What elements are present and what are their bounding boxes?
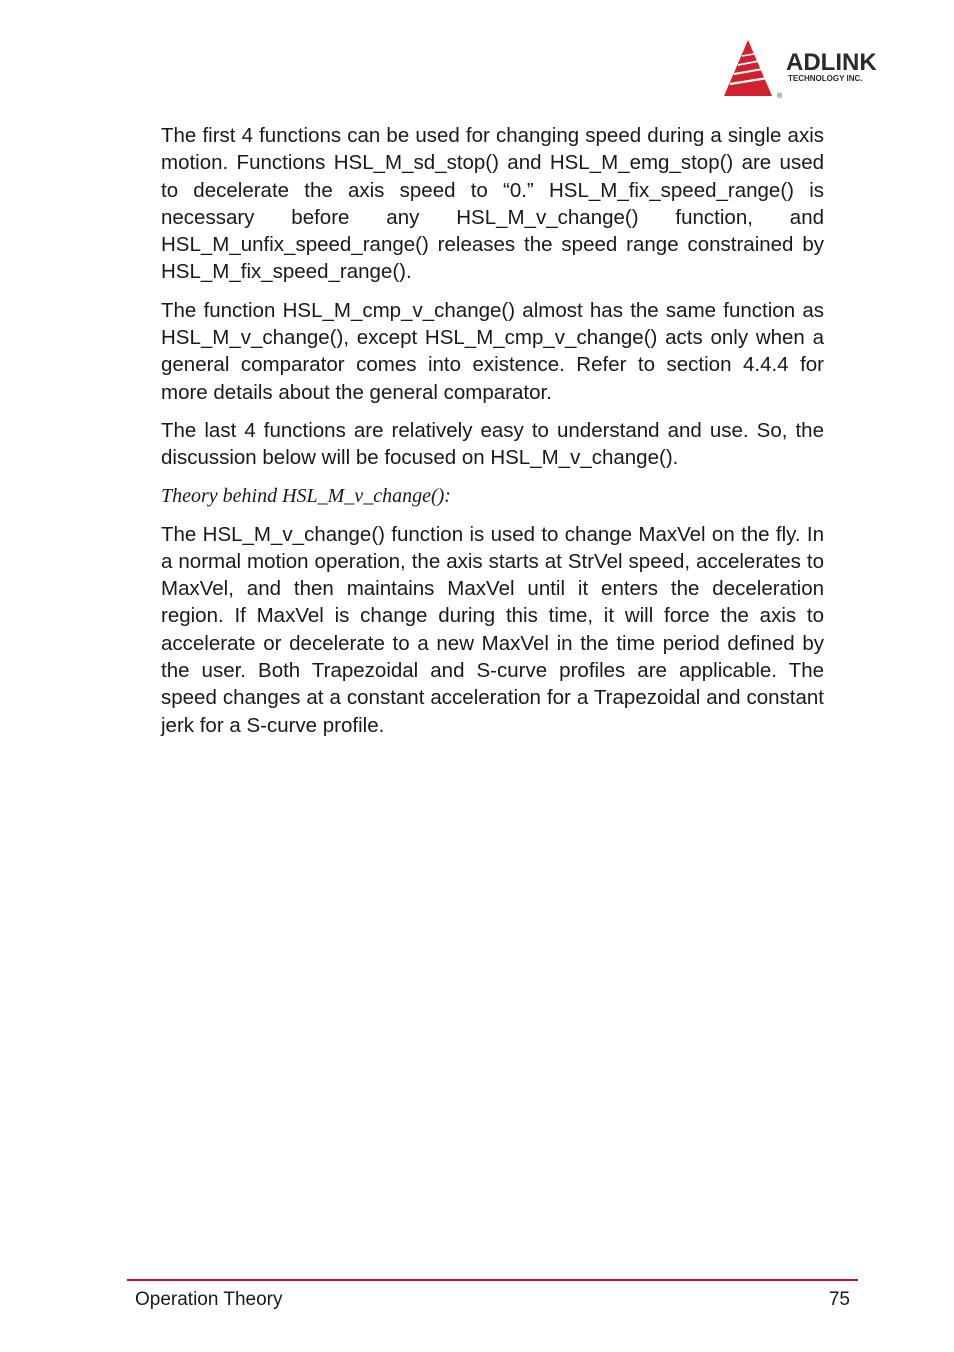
footer-section-title: Operation Theory: [135, 1289, 283, 1310]
svg-text:TECHNOLOGY INC.: TECHNOLOGY INC.: [788, 74, 863, 83]
body-paragraph: The function HSL_M_cmp_v_change() almost has the same function as HSL_M_v_change(), except HSL_M_cmp_v_change() acts only when a general comparator comes into existence. Refer to section 4.4.4 for more details about the general comparator.: [161, 298, 824, 404]
body-paragraph: The HSL_M_v_change() function is used to change MaxVel on the fly. In a normal motion operation, the axis starts at StrVel speed, accelerates to MaxVel, and then maintains MaxVel until it enters the deceleration region. If MaxVel is change during this time, it will force the axis to accelerate or decelerate to a new MaxVel in the time period defined by the user. Both Trapezoidal and S-curve profiles are applicable. The speed changes at a constant acceleration for a Trapezoidal and constant jerk for a S-curve profile.: [161, 522, 824, 737]
body-paragraph: The last 4 functions are relatively easy to understand and use. So, the discussion below will be focused on HSL_M_v_change().: [161, 418, 824, 470]
svg-text:®: ®: [777, 93, 783, 100]
footer-divider: [127, 1279, 858, 1281]
page-body: [161, 122, 824, 750]
adlink-triangle-icon: [724, 40, 772, 96]
adlink-logo-graphic: [722, 38, 912, 100]
page-number: 75: [828, 1289, 850, 1310]
section-subheading: Theory behind HSL_M_v_change():: [161, 484, 451, 507]
svg-text:ADLINK: ADLINK: [786, 49, 877, 76]
adlink-logo: [722, 38, 912, 100]
body-paragraph: The first 4 functions can be used for changing speed during a single axis motion. Functions HSL_M_sd_stop() and HSL_M_emg_stop() are used to decelerate the axis speed to “0.” HSL_M_fix_speed_range() is necessary before any HSL_M_v_change() function, and HSL_M_unfix_speed_range() releases the speed range constrained by HSL_M_fix_speed_range().: [161, 124, 824, 284]
